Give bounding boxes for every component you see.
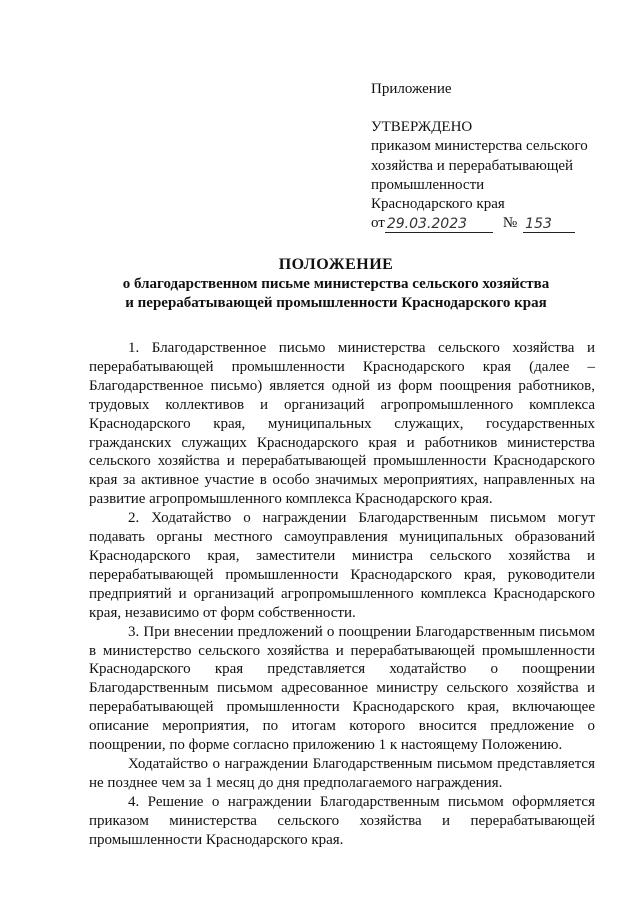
- order-date-line: [371, 214, 621, 233]
- body-paragraph: 2. Ходатайство о награждении Благодарственным письмом могут подавать органы местного самоуправления муниципальных образований Краснодарского края, заместители министра сельского хозяйства и перерабатывающей промышленности Краснодарского края, руководители предприятий и организаций агропромышленного комплекса Краснодарского края, независимо от форм собственности.: [89, 510, 595, 621]
- title-subtitle-line: и перерабатывающей промышленности Краснодарского края: [125, 295, 547, 311]
- order-line: приказом министерства сельского: [371, 138, 588, 155]
- number-sign: №: [502, 215, 518, 232]
- handwritten-number: 153: [523, 216, 575, 233]
- order-line: хозяйства и перерабатывающей: [371, 157, 574, 174]
- body-paragraph: Ходатайство о награждении Благодарственным письмом представляется не позднее чем за 1 месяц до дня предполагаемого награждения.: [89, 755, 595, 791]
- order-line: промышленности: [371, 176, 485, 193]
- title-subtitle-line: о благодарственном письме министерства сельского хозяйства: [122, 276, 550, 292]
- appendix-label: Приложение: [371, 81, 452, 97]
- handwritten-date: 29.03.2023: [385, 216, 493, 233]
- approval-block: [371, 80, 621, 233]
- document-title: [86, 255, 586, 313]
- approved-label: УТВЕРЖДЕНО: [371, 119, 473, 136]
- date-prefix: от: [371, 215, 385, 232]
- body-paragraph: 3. При внесении предложений о поощрении Благодарственным письмом в министерство сельского хозяйства и перерабатывающей промышленности Краснодарского края представляется ходатайство о поощрении Благодарственным письмом адресованное министру сельского хозяйства и перерабатывающей промышленности Краснодарского края, включающее описание мероприятия, по итогам которого вносится предложение о поощрении, по форме согласно приложению 1 к настоящему Положению.: [89, 623, 595, 754]
- title-heading: ПОЛОЖЕНИЕ: [278, 256, 394, 273]
- body-paragraph: 4. Решение о награждении Благодарственным письмом оформляется приказом министерства сельского хозяйства и перерабатывающей промышленности Краснодарского края.: [89, 793, 595, 848]
- body-paragraph: 1. Благодарственное письмо министерства сельского хозяйства и перерабатывающей промышленности Краснодарского края (далее – Благодарственное письмо) является одной из форм поощрения работников, трудовых коллективов и организаций агропромышленного комплекса Краснодарского края, муниципальных служащих, государственных гражданских служащих Краснодарского края и работников министерства сельского хозяйства и перерабатывающей промышленности Краснодарского края за активное участие в особо значимых мероприятиях, направленных на развитие агропромышленного комплекса Краснодарского края.: [89, 340, 595, 508]
- order-line: Краснодарского края: [371, 196, 505, 213]
- document-body: [89, 339, 595, 849]
